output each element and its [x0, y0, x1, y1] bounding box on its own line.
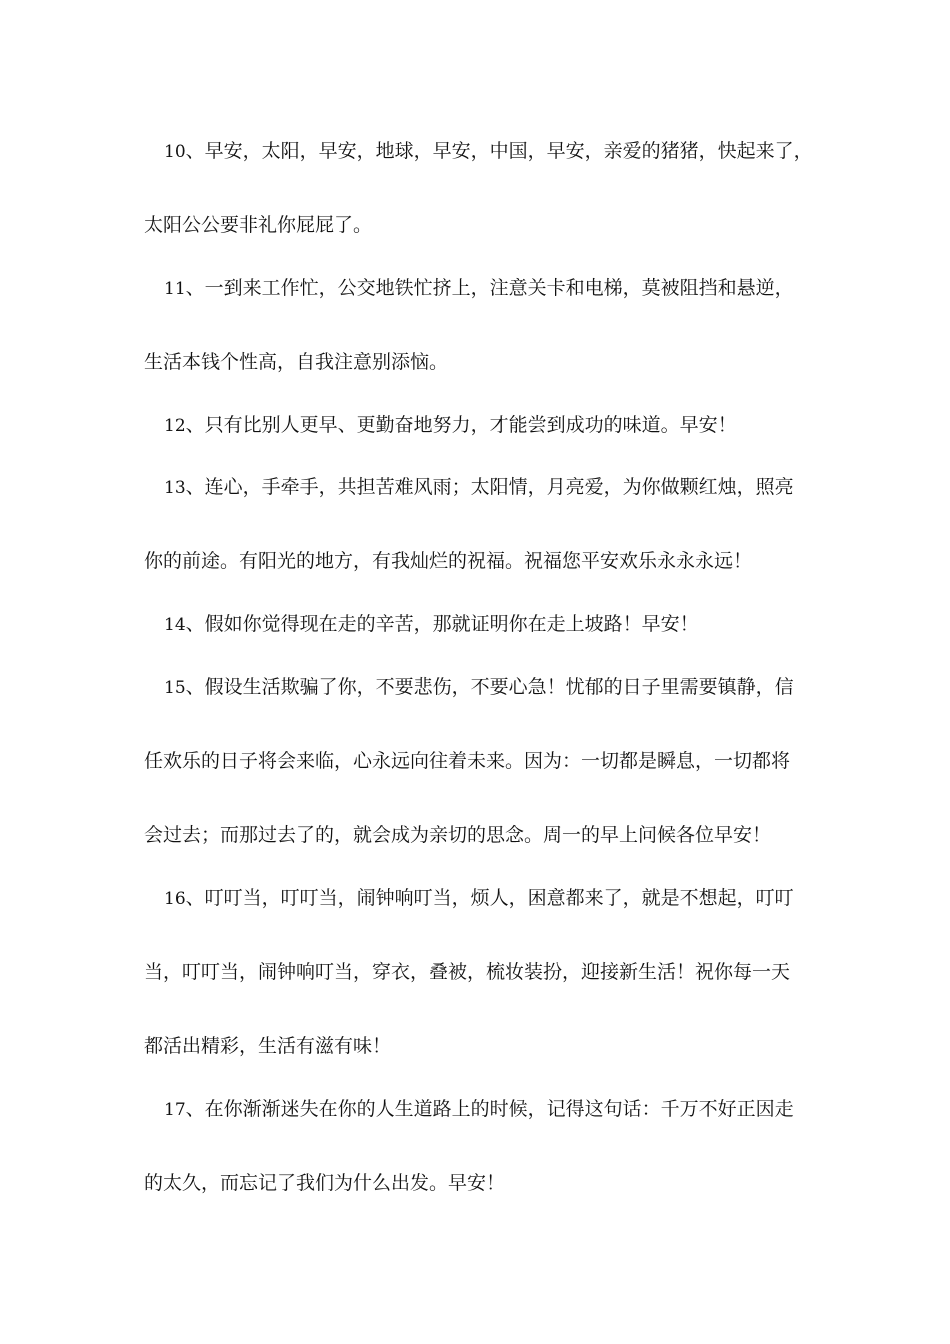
item-17-line-2: 的太久，而忘记了我们为什么出发。早安！: [144, 1172, 506, 1194]
item-number: 10: [164, 142, 186, 162]
item-number: 17: [164, 1100, 186, 1120]
item-17-line-1: [164, 1097, 824, 1122]
item-11-line-2: 生活本钱个性高，自我注意别添恼。: [144, 351, 449, 373]
item-15-line-3: 会过去；而那过去了的，就会成为亲切的思念。周一的早上问候各位早安！: [144, 824, 772, 846]
item-11-line-1: [164, 276, 824, 301]
item-text: 、只有比别人更早、更勤奋地努力，才能尝到成功的味道。早安！: [185, 414, 737, 436]
item-16-line-2: 当，叮叮当，闹钟响叮当，穿衣，叠被，梳妆装扮，迎接新生活！祝你每一天: [144, 961, 791, 983]
item-16-line-3: 都活出精彩，生活有滋有味！: [144, 1035, 392, 1057]
item-15-line-2: 任欢乐的日子将会来临，心永远向往着未来。因为：一切都是瞬息，一切都将: [144, 750, 791, 772]
item-number: 16: [164, 889, 186, 909]
item-text: 、连心，手牵手，共担苦难风雨；太阳情，月亮爱，为你做颗红烛，照亮: [185, 476, 794, 498]
item-number: 15: [164, 678, 186, 698]
item-text: 、叮叮当，叮叮当，闹钟响叮当，烦人，困意都来了，就是不想起，叮叮: [185, 887, 794, 909]
item-number: 13: [164, 478, 186, 498]
item-15-line-1: [164, 675, 824, 700]
item-text: 、假设生活欺骗了你，不要悲伤，不要心急！忧郁的日子里需要镇静，信: [185, 676, 794, 698]
item-13-line-1: [164, 475, 824, 500]
item-10-line-2: 太阳公公要非礼你屁屁了。: [144, 214, 373, 236]
item-13-line-2: 你的前途。有阳光的地方，有我灿烂的祝福。祝福您平安欢乐永永永远！: [144, 550, 753, 572]
item-text: 、一到来工作忙，公交地铁忙挤上，注意关卡和电梯，莫被阻挡和悬逆，: [185, 277, 794, 299]
item-number: 11: [164, 279, 186, 299]
item-14-line-1: [164, 612, 824, 637]
item-number: 14: [164, 615, 186, 635]
item-12-line-1: [164, 413, 824, 438]
item-10-line-1: [164, 139, 824, 164]
item-16-line-1: [164, 886, 824, 911]
item-number: 12: [164, 416, 186, 436]
item-text: 、早安，太阳，早安，地球，早安，中国，早安，亲爱的猪猪，快起来了，: [185, 140, 813, 162]
item-text: 、假如你觉得现在走的辛苦，那就证明你在走上坡路！早安！: [185, 613, 699, 635]
item-text: 、在你渐渐迷失在你的人生道路上的时候，记得这句话：千万不好正因走: [185, 1098, 794, 1120]
